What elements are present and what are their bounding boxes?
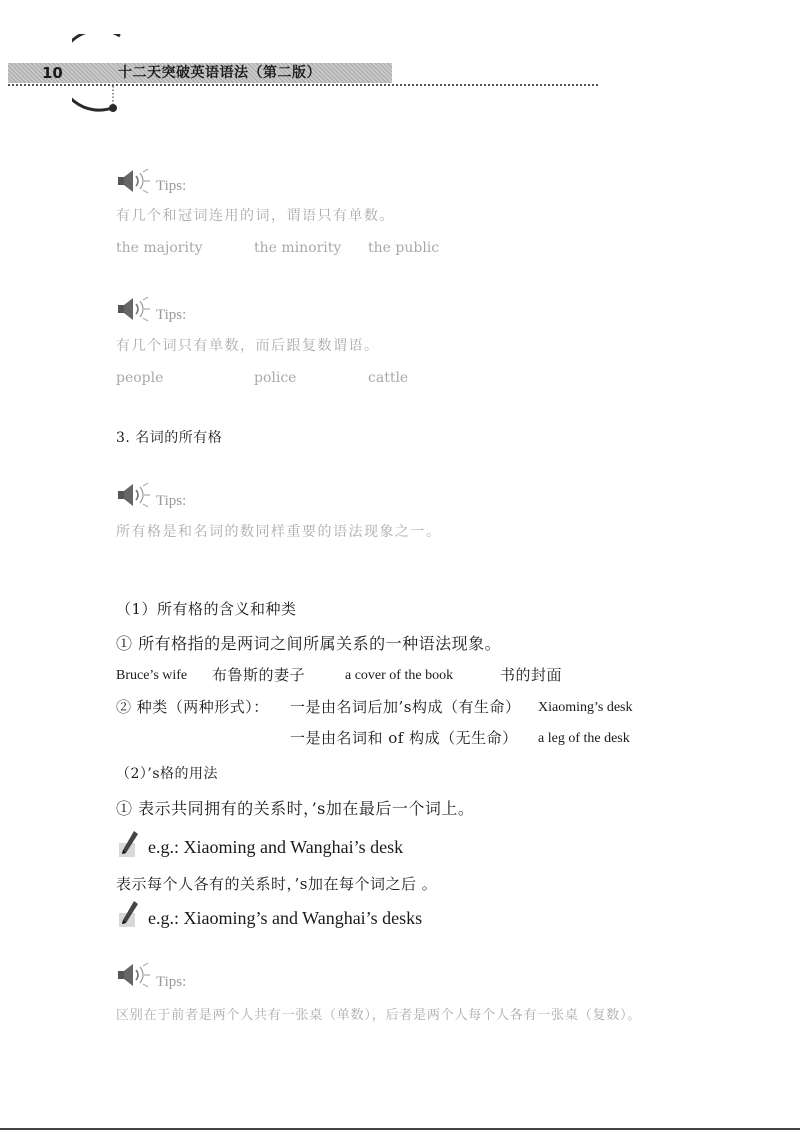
tips-label: Tips: — [156, 493, 187, 509]
tips1-word: the minority — [254, 240, 342, 256]
example-en: Bruce’s wife — [116, 668, 188, 683]
part2-heading: （2）’s格的用法 — [116, 766, 219, 782]
pen-icon — [116, 899, 142, 929]
speaker-icon — [116, 168, 152, 194]
example-en: a cover of the book — [345, 668, 454, 683]
tips2-word: people — [116, 370, 164, 386]
tips2-text: 有几个词只有单数，而后跟复数谓语。 — [116, 338, 380, 354]
kind2-en: a leg of the desk — [538, 731, 630, 746]
kind2-zh: 一是由名词和 of 构成（无生命） — [290, 729, 518, 747]
tips3-text: 所有格是和名词的数同样重要的语法现象之一。 — [116, 524, 442, 540]
example-zh: 布鲁斯的妻子 — [212, 666, 306, 684]
tips1-word: the majority — [116, 240, 203, 256]
tips4-text: 区别在于前者是两个人共有一张桌（单数），后者是两个人每个人各有一张桌（复数）。 — [116, 1008, 642, 1023]
section-title: 3. 名词的所有格 — [116, 430, 223, 446]
example-eg2: e.g.: Xiaoming’s and Wanghai’s desks — [148, 908, 423, 928]
tips-label: Tips: — [156, 974, 187, 990]
page-number: 10 — [42, 64, 63, 82]
bottom-rule — [0, 1128, 800, 1130]
speaker-icon — [116, 296, 152, 322]
tips2-word: cattle — [368, 370, 409, 386]
part1-item1: ① 所有格指的是两词之间所属关系的一种语法现象。 — [116, 634, 502, 653]
example-zh: 书的封面 — [500, 666, 563, 684]
speaker-icon — [116, 962, 152, 988]
tips2-word: police — [254, 370, 297, 386]
part1-item2-label: ② 种类（两种形式）： — [116, 698, 269, 716]
book-title: 十二天突破英语语法（第二版） — [118, 65, 321, 81]
pen-icon — [116, 829, 142, 859]
kind1-en: Xiaoming’s desk — [538, 700, 633, 715]
example-eg1: e.g.: Xiaoming and Wanghai’s desk — [148, 837, 404, 857]
tips1-word: the public — [368, 240, 440, 256]
kind1-zh: 一是由名词后加’s构成（有生命） — [290, 698, 521, 716]
speaker-icon — [116, 482, 152, 508]
tips1-text: 有几个和冠词连用的词，谓语只有单数。 — [116, 208, 395, 224]
tips-label: Tips: — [156, 307, 187, 323]
tips-label: Tips: — [156, 178, 187, 194]
part2-item1: ① 表示共同拥有的关系时，’s加在最后一个词上。 — [116, 799, 475, 818]
part1-heading: （1）所有格的含义和种类 — [116, 600, 297, 618]
part2-note: 表示每个人各有的关系时，’s加在每个词之后 。 — [116, 875, 438, 893]
